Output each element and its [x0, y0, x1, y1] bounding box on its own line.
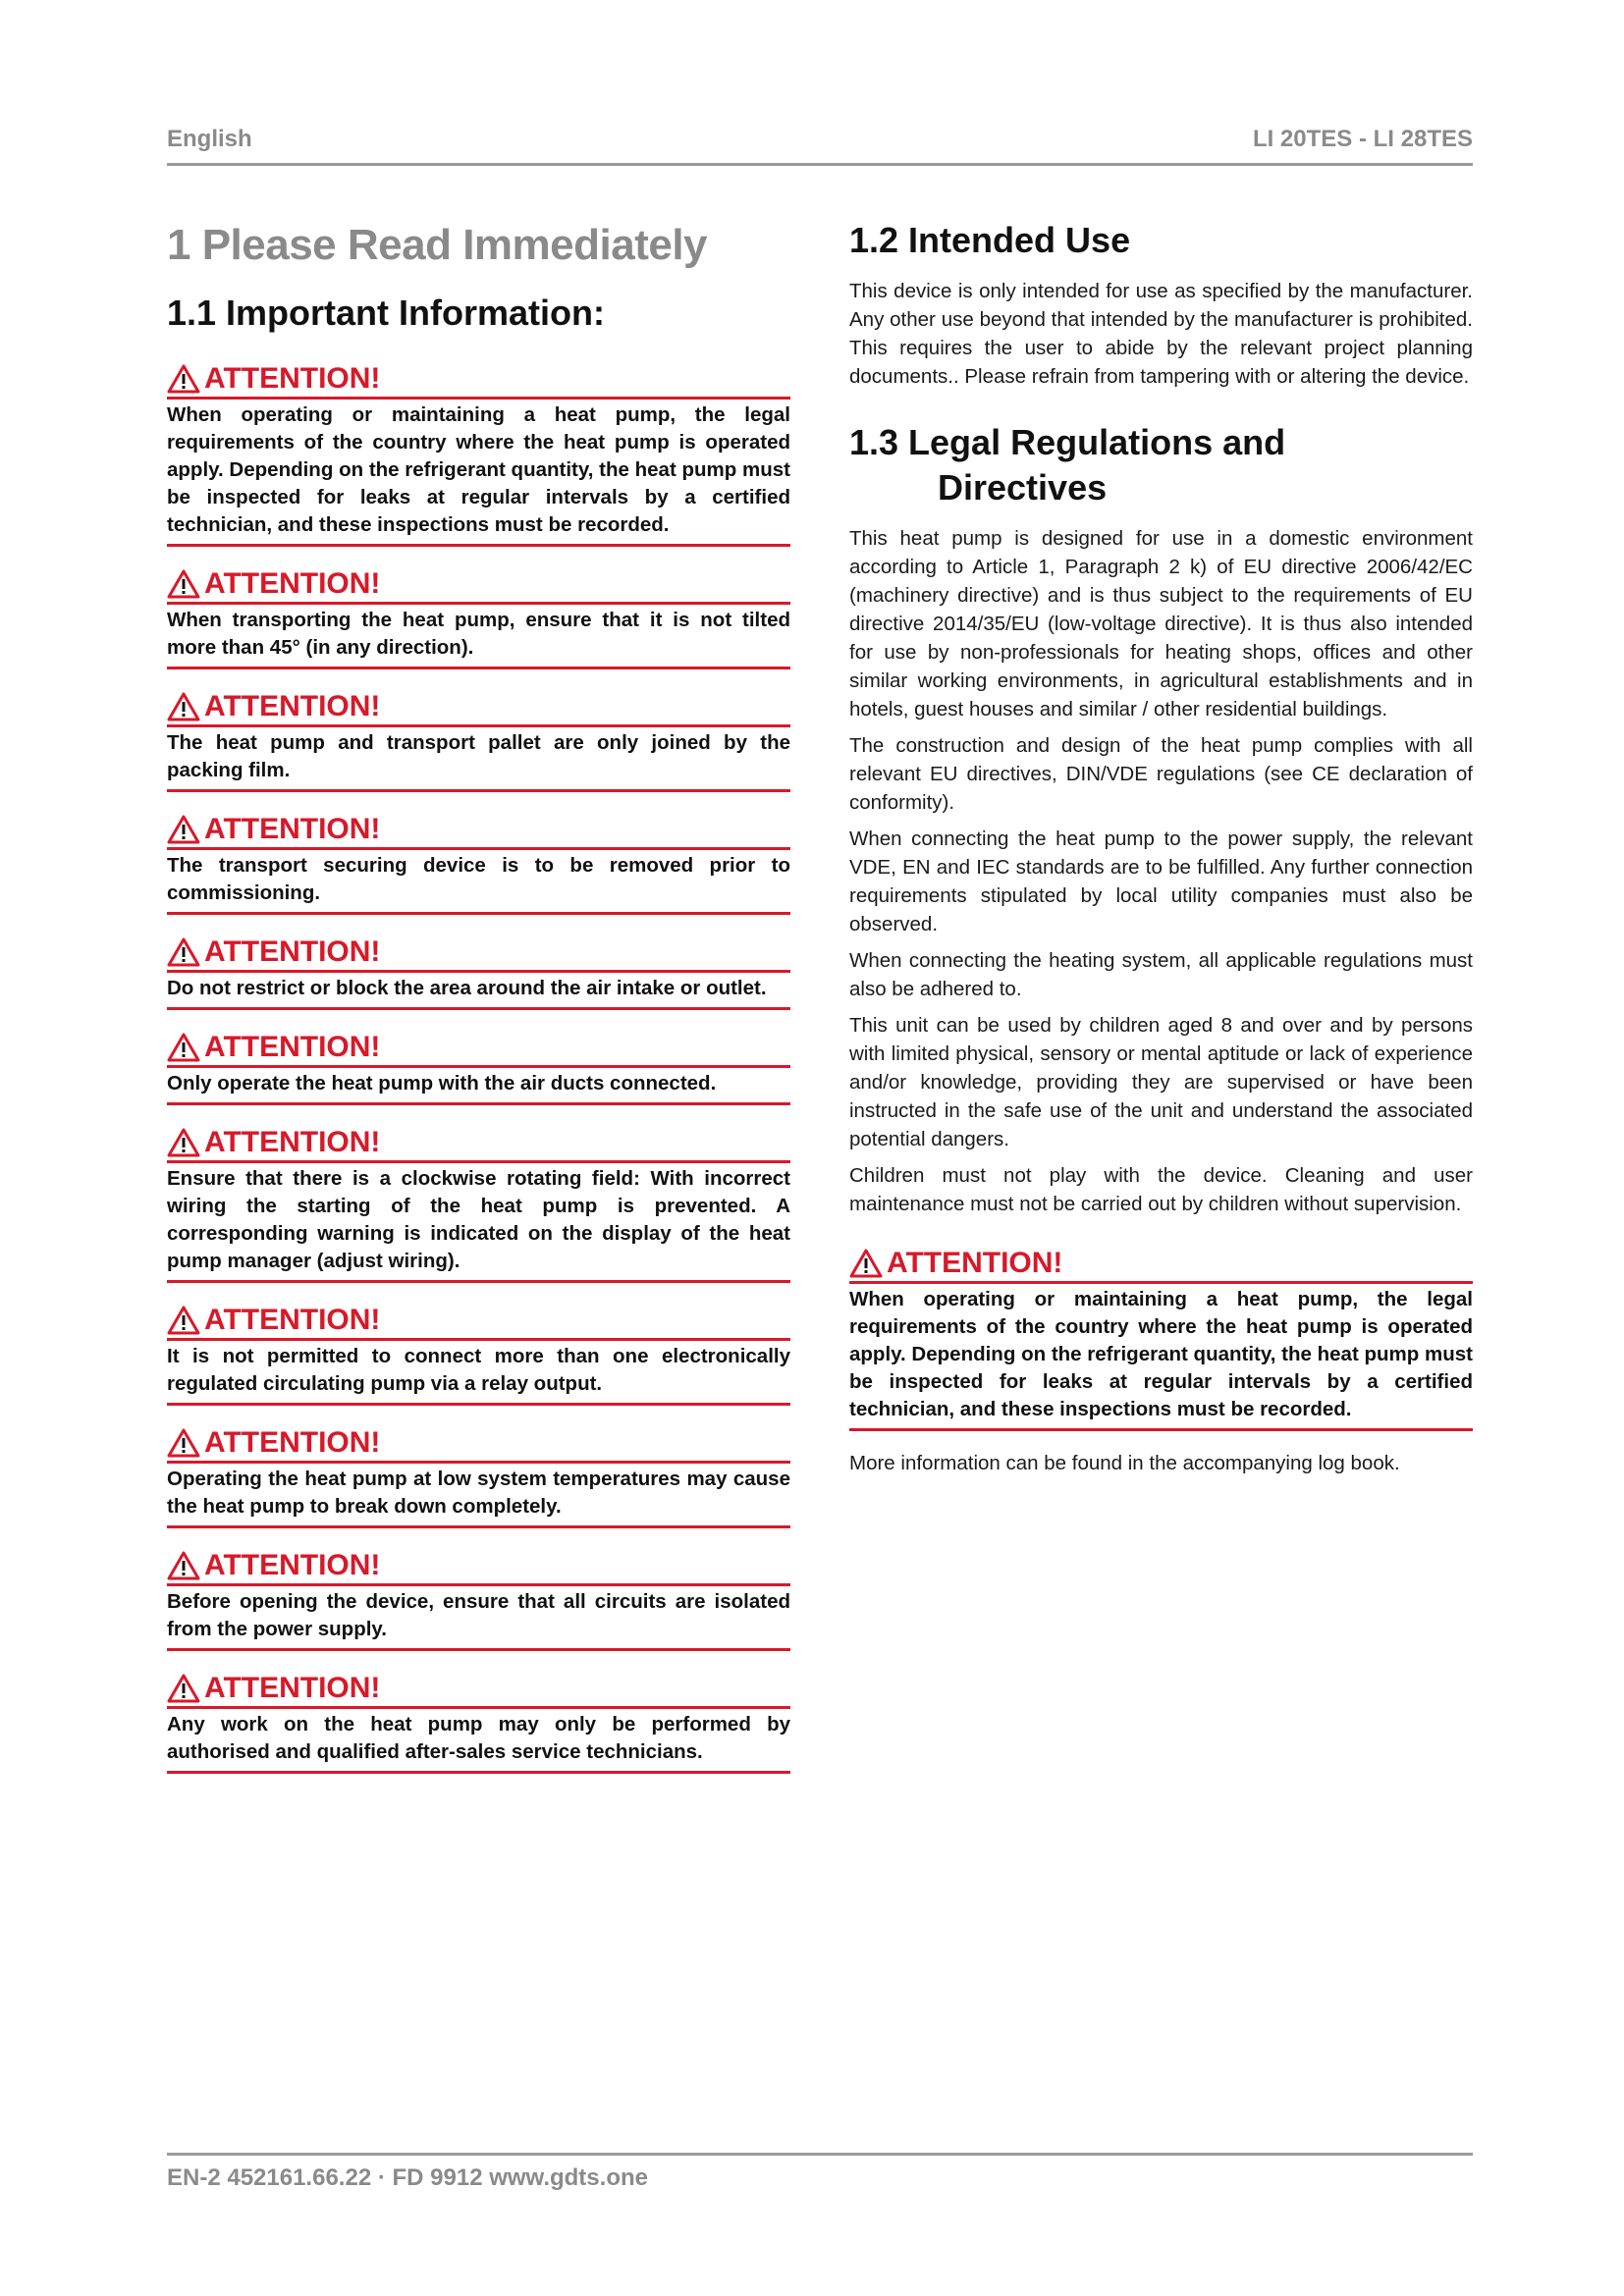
attention-label: ATTENTION!: [204, 1672, 381, 1704]
attention-text: It is not permitted to connect more than one electronically regulated circulating pump via a relay output.: [167, 1341, 790, 1406]
chapter-title: 1 Please Read Immediately: [167, 221, 708, 269]
attention-label: ATTENTION!: [204, 935, 381, 968]
attention-text: The heat pump and transport pallet are only joined by the packing film.: [167, 727, 790, 792]
section-1-3-title: [849, 420, 1473, 510]
warning-triangle-icon: [167, 1551, 200, 1580]
legal-paragraphs: [849, 524, 1473, 1218]
warning-triangle-icon: [167, 937, 200, 967]
warning-list: [167, 361, 790, 1774]
attention-label: ATTENTION!: [204, 1549, 381, 1581]
legal-paragraph: When connecting the heat pump to the power supply, the relevant VDE, EN and IEC standards are to be fulfilled. Any further connection requirements stipulated by local utility companies must also be observed.: [849, 828, 1473, 935]
section-1-3-title-line1: 1.3 Legal Regulations and: [849, 422, 1286, 462]
attention-title: [167, 1425, 790, 1464]
attention-block: [849, 1246, 1473, 1431]
attention-title: [167, 566, 790, 605]
attention-label: ATTENTION!: [204, 1426, 381, 1459]
attention-title: [167, 361, 790, 400]
footer-text: EN-2 452161.66.22 · FD 9912 www.gdts.one: [167, 2164, 648, 2191]
footer-divider: [167, 2153, 1473, 2156]
attention-title: [167, 934, 790, 973]
attention-block: [167, 1548, 790, 1651]
warning-triangle-icon: [167, 1306, 200, 1335]
attention-block: [167, 812, 790, 915]
warning-triangle-icon: [167, 1674, 200, 1703]
section-1-1-title: 1.1 Important Information:: [167, 293, 606, 333]
attention-block: [167, 934, 790, 1010]
attention-block: [167, 1303, 790, 1406]
attention-text: Ensure that there is a clockwise rotating field: With incorrect wiring the starting of the heat pump is prevented. A corresponding warning is indicated on the display of the heat pump manager (adjust wiring).: [167, 1163, 790, 1283]
legal-paragraph: The construction and design of the heat pump complies with all relevant EU directives, DIN/VDE regulations (see CE declaration of conformity).: [849, 734, 1473, 814]
attention-title: [167, 1125, 790, 1163]
attention-text: When operating or maintaining a heat pump, the legal requirements of the country where the heat pump is operated apply. Depending on the refrigerant quantity, the heat pump must be inspected for leaks at regular intervals by a certified technician, and these inspections must be recorded.: [849, 1284, 1473, 1431]
attention-block: [167, 566, 790, 669]
attention-text: Only operate the heat pump with the air ducts connected.: [167, 1068, 790, 1105]
warning-triangle-icon: [167, 569, 200, 599]
attention-text: When transporting the heat pump, ensure that it is not tilted more than 45° (in any direction).: [167, 605, 790, 669]
legal-paragraph: This heat pump is designed for use in a domestic environment according to Article 1, Paragraph 2 k) of EU directive 2006/42/EC (machinery directive) and is thus subject to the requirements of EU directive 2014/35/EU (low-voltage directive). It is thus also intended for use by non-professionals for heating shops, offices and other similar working environments, in agricultural establishments and in hotels, guest houses and similar / other residential buildings.: [849, 527, 1473, 721]
warning-triangle-icon: [167, 1033, 200, 1062]
attention-text: The transport securing device is to be removed prior to commissioning.: [167, 850, 790, 915]
warning-triangle-icon: [849, 1249, 883, 1278]
legal-paragraph: Children must not play with the device. Cleaning and user maintenance must not be carried out by children without supervision.: [849, 1164, 1473, 1215]
attention-text: When operating or maintaining a heat pump, the legal requirements of the country where the heat pump is operated apply. Depending on the refrigerant quantity, the heat pump must be inspected for leaks at regular intervals by a certified technician, and these inspections must be recorded.: [167, 400, 790, 547]
warning-triangle-icon: [167, 1128, 200, 1157]
left-column: [167, 218, 790, 1793]
header-model: LI 20TES - LI 28TES: [1252, 126, 1473, 152]
warning-triangle-icon: [167, 692, 200, 721]
section-1-2-title: 1.2 Intended Use: [849, 220, 1131, 260]
attention-label: ATTENTION!: [204, 1031, 381, 1063]
section-1-3-title-line2: Directives: [938, 467, 1108, 507]
attention-block: [167, 1425, 790, 1528]
attention-label: ATTENTION!: [204, 567, 381, 600]
attention-text: Do not restrict or block the area around the air intake or outlet.: [167, 973, 790, 1010]
attention-label: ATTENTION!: [887, 1247, 1063, 1279]
attention-block: [167, 1030, 790, 1105]
legal-paragraph: This unit can be used by children aged 8 and over and by persons with limited physical, sensory or mental aptitude or lack of experience and/or knowledge, providing they are supervised or have been instructed in the safe use of the unit and understand the associated potential dangers.: [849, 1014, 1473, 1150]
attention-title: [167, 1030, 790, 1068]
attention-text: Before opening the device, ensure that all circuits are isolated from the power supply.: [167, 1586, 790, 1651]
attention-title: [167, 1303, 790, 1341]
attention-label: ATTENTION!: [204, 813, 381, 845]
warning-triangle-icon: [167, 815, 200, 844]
attention-title: [167, 1548, 790, 1586]
attention-label: ATTENTION!: [204, 690, 381, 722]
warning-triangle-icon: [167, 1428, 200, 1458]
closing-text: More information can be found in the accompanying log book.: [849, 1452, 1400, 1474]
legal-paragraph: When connecting the heating system, all applicable regulations must also be adhered to.: [849, 949, 1473, 1000]
header-divider: [167, 163, 1473, 166]
attention-label: ATTENTION!: [204, 1126, 381, 1158]
attention-label: ATTENTION!: [204, 362, 381, 395]
attention-title: [167, 1671, 790, 1709]
intended-use-text: This device is only intended for use as specified by the manufacturer. Any other use beyond that intended by the manufacturer is prohibited. This requires the user to abide by the relevant project planning documents.. Please refrain from tampering with or altering the device.: [849, 280, 1473, 388]
warning-triangle-icon: [167, 364, 200, 394]
attention-text: Any work on the heat pump may only be performed by authorised and qualified after-sales service technicians.: [167, 1709, 790, 1774]
attention-block: [167, 1125, 790, 1283]
attention-block: [167, 689, 790, 792]
attention-block: [167, 1671, 790, 1774]
attention-title: [167, 689, 790, 727]
attention-text: Operating the heat pump at low system temperatures may cause the heat pump to break down completely.: [167, 1464, 790, 1528]
attention-title: [167, 812, 790, 850]
right-column: [849, 218, 1473, 1485]
attention-block: [167, 361, 790, 547]
attention-title: [849, 1246, 1473, 1284]
attention-label: ATTENTION!: [204, 1304, 381, 1336]
header-language: English: [167, 126, 252, 152]
